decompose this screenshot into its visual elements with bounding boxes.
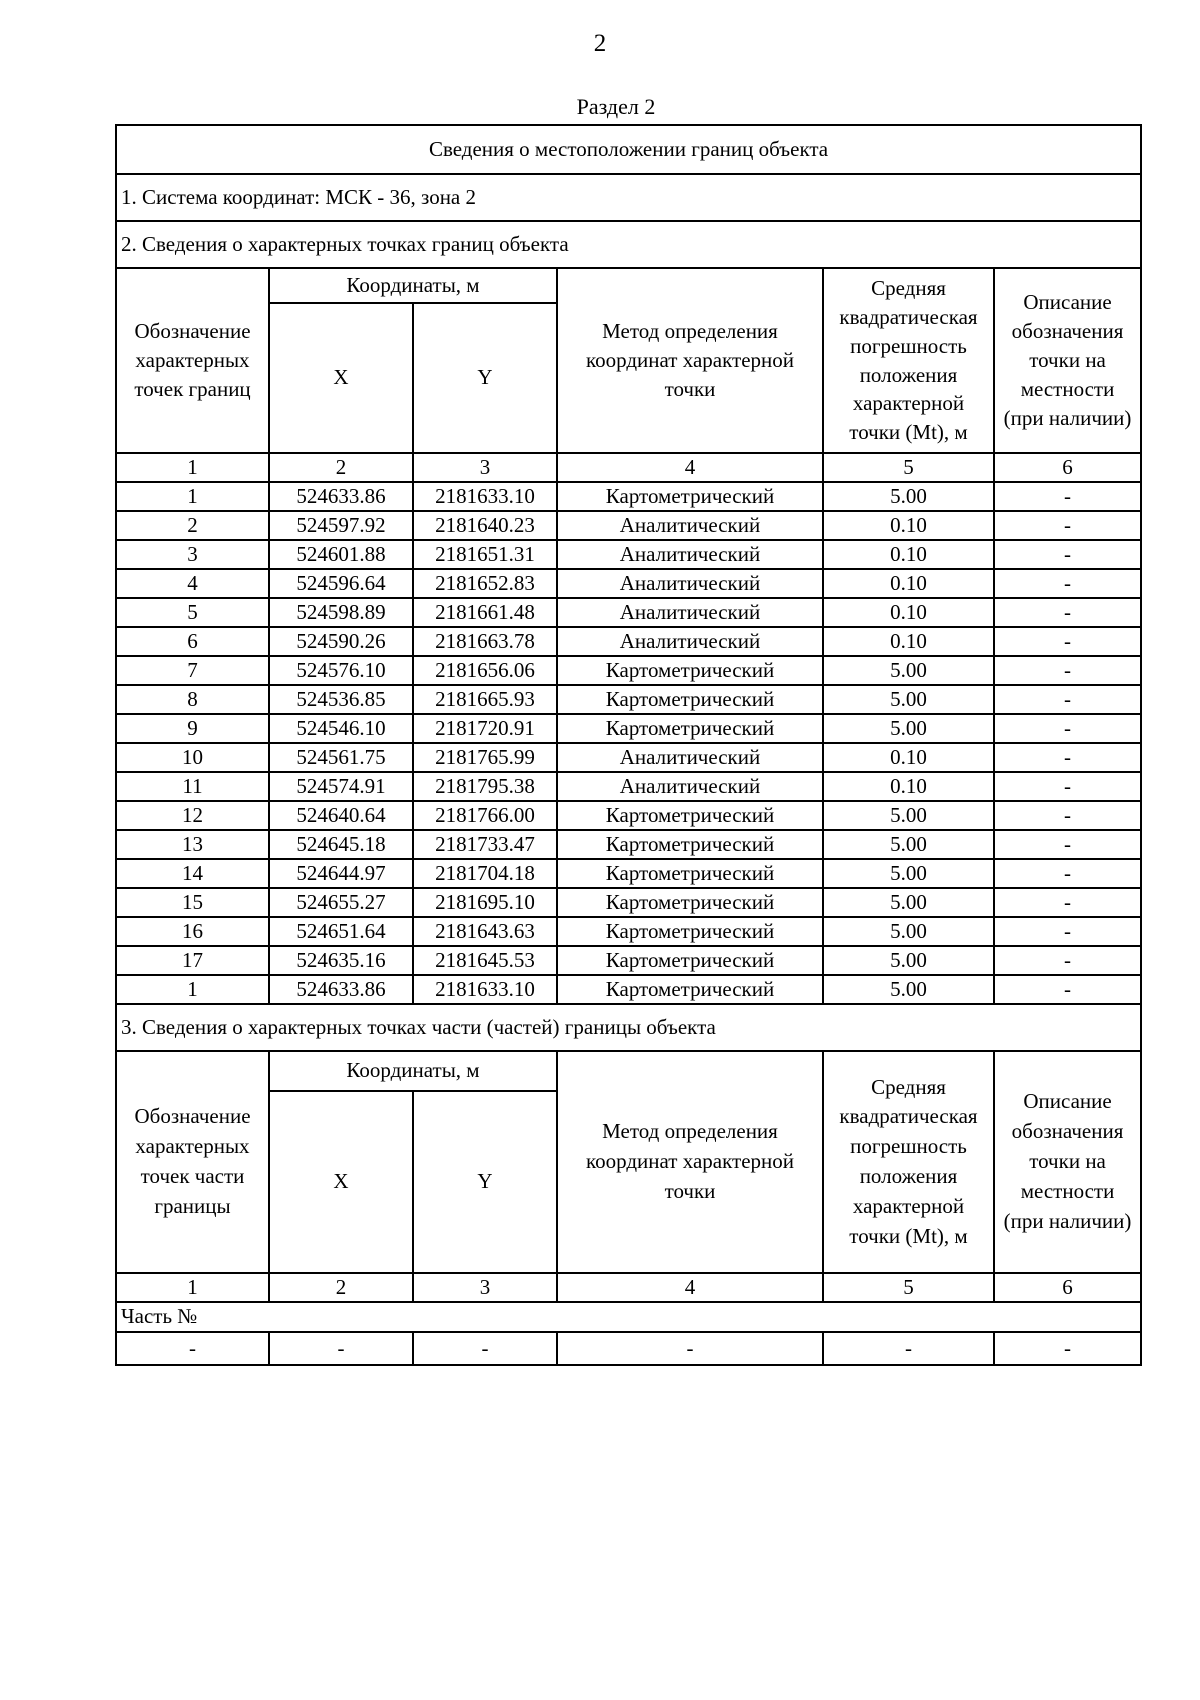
column-number: 1 [116,453,269,482]
cell-error: 0.10 [823,511,994,540]
cell-method: Аналитический [557,511,823,540]
cell-method: Картометрический [557,714,823,743]
cell-method: Аналитический [557,569,823,598]
cell-method: Картометрический [557,656,823,685]
cell-point: 2 [116,511,269,540]
table-row [116,569,1141,598]
cell-description: - [994,540,1141,569]
page-number: 2 [593,30,607,57]
cell-x: 524601.88 [269,540,413,569]
cell-point: 4 [116,569,269,598]
cell-error: 5.00 [823,975,994,1004]
cell-x: 524546.10 [269,714,413,743]
cell-y: 2181633.10 [413,482,557,511]
table-row [116,772,1141,801]
cell-x: 524651.64 [269,917,413,946]
cell-x: 524633.86 [269,482,413,511]
part-label-row [116,1302,1141,1332]
header-error-part: Средняя квадратическая погрешность положения характерной точки (Mt), м [823,1051,994,1273]
column-number: 5 [823,453,994,482]
cell-error: 5.00 [823,656,994,685]
cell-y: 2181720.91 [413,714,557,743]
column-number: 4 [557,1273,823,1302]
table-row [116,975,1141,1004]
cell-x: 524655.27 [269,888,413,917]
cell-y: 2181661.48 [413,598,557,627]
column-number: 6 [994,453,1141,482]
cell-method: Картометрический [557,975,823,1004]
cell-method: Аналитический [557,540,823,569]
cell-y: 2181640.23 [413,511,557,540]
cell-x: 524635.16 [269,946,413,975]
table-row [116,714,1141,743]
header-method: Метод определения координат характерной точки [557,268,823,453]
cell-y: 2181652.83 [413,569,557,598]
cell-point: 8 [116,685,269,714]
cell-method: Аналитический [557,598,823,627]
cell-error: 0.10 [823,772,994,801]
coord-system-row [116,174,1141,221]
cell-y: 2181695.10 [413,888,557,917]
cell-point: 14 [116,859,269,888]
cell-point: 1 [116,482,269,511]
cell-x: 524590.26 [269,627,413,656]
cell-point: 1 [116,975,269,1004]
cell-description: - [994,946,1141,975]
cell-method: Картометрический [557,946,823,975]
cell-method: Картометрический [557,685,823,714]
cell-point: - [116,1332,269,1365]
column-number: 3 [413,1273,557,1302]
column-number: 6 [994,1273,1141,1302]
header-description: Описание обозначения точки на местности (при наличии) [994,268,1141,453]
cell-point: 10 [116,743,269,772]
table-row [116,743,1141,772]
header-point-designation-part: Обозначение характерных точек части границы [116,1051,269,1273]
cell-method: Картометрический [557,830,823,859]
cell-description: - [994,772,1141,801]
table-row [116,511,1141,540]
cell-error: 0.10 [823,743,994,772]
header-x: X [269,303,413,453]
column-number: 2 [269,453,413,482]
cell-error: 5.00 [823,482,994,511]
cell-method: Аналитический [557,772,823,801]
cell-x: 524596.64 [269,569,413,598]
table-row [116,598,1141,627]
cell-description: - [994,685,1141,714]
header-method-part: Метод определения координат характерной точки [557,1051,823,1273]
header-coordinates: Координаты, м [269,268,557,303]
part-points-heading: 3. Сведения о характерных точках части (частей) границы объекта [116,1004,1141,1051]
cell-method: Картометрический [557,888,823,917]
cell-y: 2181651.31 [413,540,557,569]
cell-point: 16 [116,917,269,946]
header-y: Y [413,303,557,453]
cell-method: Картометрический [557,917,823,946]
header-error: Средняя квадратическая погрешность положения характерной точки (Mt), м [823,268,994,453]
table-row [116,801,1141,830]
table-row [116,859,1141,888]
header-point-designation: Обозначение характерных точек границ [116,268,269,453]
cell-y: 2181665.93 [413,685,557,714]
cell-error: 5.00 [823,714,994,743]
cell-description: - [994,482,1141,511]
points-body [116,482,1141,1004]
cell-point: 7 [116,656,269,685]
cell-method: - [557,1332,823,1365]
cell-description: - [994,743,1141,772]
header-coordinates-part: Координаты, м [269,1051,557,1091]
cell-x: 524633.86 [269,975,413,1004]
cell-x: 524561.75 [269,743,413,772]
cell-error: 5.00 [823,830,994,859]
cell-description: - [994,975,1141,1004]
cell-y: 2181795.38 [413,772,557,801]
table-row [116,946,1141,975]
section-title: Раздел 2 [576,94,656,119]
cell-x: 524645.18 [269,830,413,859]
cell-description: - [994,598,1141,627]
column-number: 1 [116,1273,269,1302]
cell-point: 12 [116,801,269,830]
cell-error: 5.00 [823,859,994,888]
cell-point: 9 [116,714,269,743]
cell-point: 13 [116,830,269,859]
cell-x: 524644.97 [269,859,413,888]
column-numbers-row [116,453,1141,482]
cell-x: 524574.91 [269,772,413,801]
cell-y: 2181633.10 [413,975,557,1004]
cell-error: 5.00 [823,946,994,975]
part-header-row-1 [116,1051,1141,1091]
table-row [116,685,1141,714]
cell-description: - [994,627,1141,656]
column-number: 5 [823,1273,994,1302]
column-number: 4 [557,453,823,482]
boundary-table [115,124,1142,1366]
table-row [116,656,1141,685]
cell-y: - [413,1332,557,1365]
cell-y: 2181704.18 [413,859,557,888]
cell-x: - [269,1332,413,1365]
cell-error: 5.00 [823,685,994,714]
cell-error: 5.00 [823,917,994,946]
cell-y: 2181656.06 [413,656,557,685]
cell-y: 2181733.47 [413,830,557,859]
cell-description: - [994,888,1141,917]
cell-x: 524640.64 [269,801,413,830]
table-title: Сведения о местоположении границ объекта [116,125,1141,174]
cell-y: 2181643.63 [413,917,557,946]
cell-description: - [994,714,1141,743]
cell-description: - [994,1332,1141,1365]
table-row [116,830,1141,859]
table-row [116,917,1141,946]
header-row-1 [116,268,1141,303]
cell-point: 15 [116,888,269,917]
coord-system: 1. Система координат: МСК - 36, зона 2 [116,174,1141,221]
cell-method: Картометрический [557,859,823,888]
table-title-row [116,125,1141,174]
part-points-body [116,1332,1141,1365]
cell-point: 3 [116,540,269,569]
table-row [116,482,1141,511]
cell-x: 524536.85 [269,685,413,714]
header-description-part: Описание обозначения точки на местности (при наличии) [994,1051,1141,1273]
cell-point: 11 [116,772,269,801]
cell-method: Картометрический [557,482,823,511]
cell-point: 6 [116,627,269,656]
header-x-part: X [269,1091,413,1273]
column-number: 3 [413,453,557,482]
cell-description: - [994,801,1141,830]
cell-description: - [994,569,1141,598]
cell-point: 5 [116,598,269,627]
cell-y: 2181645.53 [413,946,557,975]
cell-description: - [994,511,1141,540]
table-row [116,540,1141,569]
cell-y: 2181765.99 [413,743,557,772]
cell-description: - [994,917,1141,946]
cell-method: Картометрический [557,801,823,830]
cell-error: - [823,1332,994,1365]
part-column-numbers-row [116,1273,1141,1302]
cell-error: 5.00 [823,888,994,917]
table-row [116,627,1141,656]
cell-error: 0.10 [823,540,994,569]
cell-y: 2181766.00 [413,801,557,830]
cell-description: - [994,830,1141,859]
cell-error: 0.10 [823,627,994,656]
cell-x: 524576.10 [269,656,413,685]
table-row [116,1332,1141,1365]
cell-error: 0.10 [823,598,994,627]
cell-error: 0.10 [823,569,994,598]
cell-error: 5.00 [823,801,994,830]
cell-method: Аналитический [557,743,823,772]
cell-point: 17 [116,946,269,975]
cell-x: 524597.92 [269,511,413,540]
cell-x: 524598.89 [269,598,413,627]
part-points-heading-row [116,1004,1141,1051]
cell-y: 2181663.78 [413,627,557,656]
table-row [116,888,1141,917]
column-number: 2 [269,1273,413,1302]
points-heading: 2. Сведения о характерных точках границ объекта [116,221,1141,268]
cell-method: Аналитический [557,627,823,656]
points-heading-row [116,221,1141,268]
cell-description: - [994,656,1141,685]
header-y-part: Y [413,1091,557,1273]
cell-description: - [994,859,1141,888]
part-label: Часть № [116,1302,1141,1332]
